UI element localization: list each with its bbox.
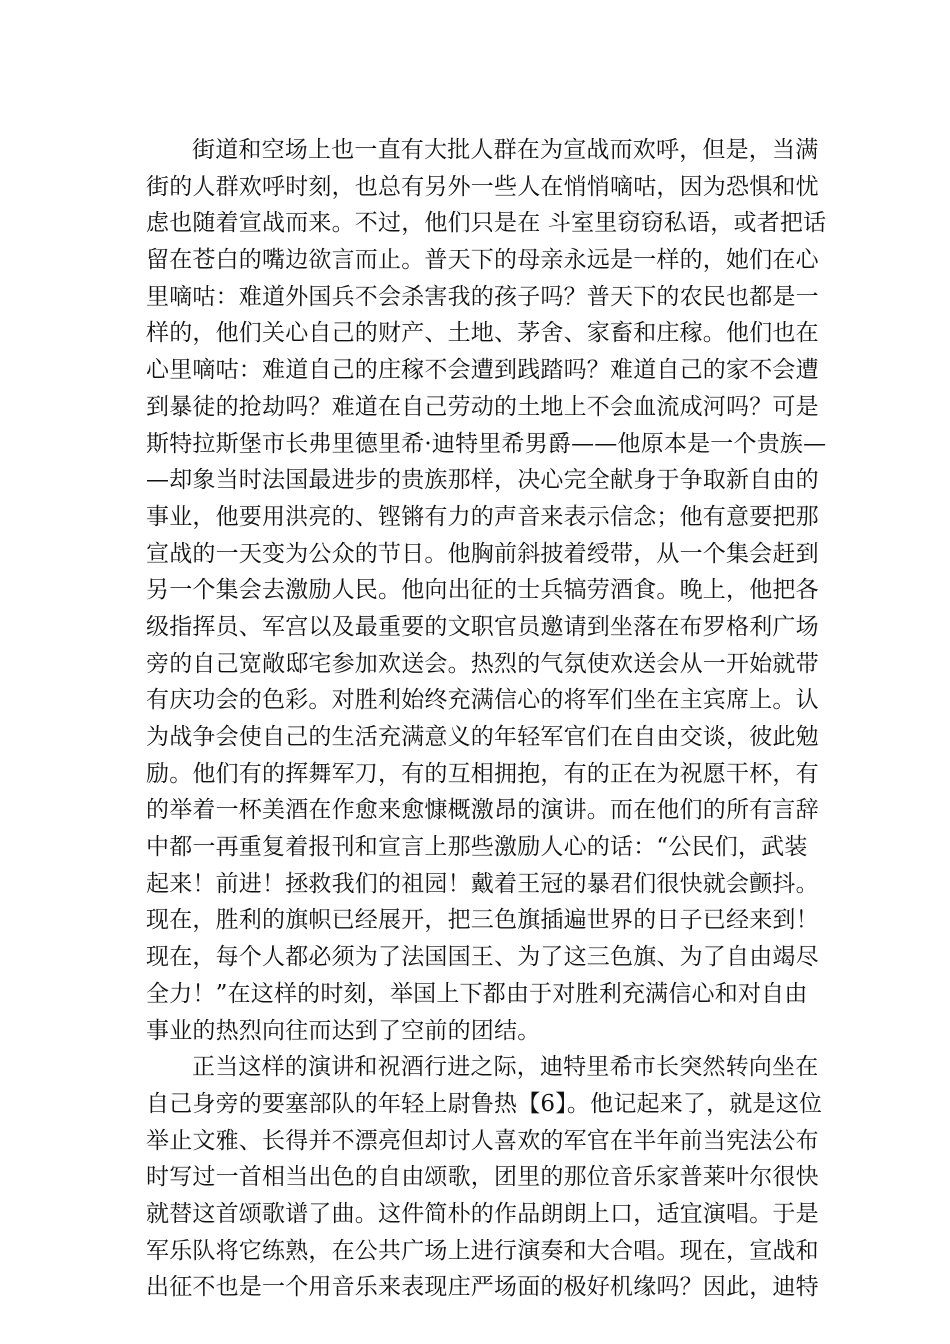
text-line: 现在，胜利的旗帜已经展开，把三色旗插遍世界的日子已经来到！ <box>146 907 819 934</box>
text-line: 虑也随着宣战而来。不过，他们只是在 斗室里窃窃私语，或者把话 <box>146 210 827 237</box>
text-line: 就替这首颂歌谱了曲。这件简朴的作品朗朗上口，适宜演唱。于是 <box>146 1200 819 1227</box>
text-line: 斯特拉斯堡市长弗里德里希·迪特里希男爵——他原本是一个贵族— <box>146 430 827 457</box>
text-line: 起来！前进！拯救我们的祖园！戴着王冠的暴君们很快就会颤抖。 <box>146 870 819 897</box>
text-line: 为战争会使自己的生活充满意义的年轻军官们在自由交谈，彼此勉 <box>146 724 819 750</box>
body-text <box>146 132 827 1306</box>
text-line: 正当这样的演讲和祝酒行进之际，迪特里希市长突然转向坐在 <box>192 1054 819 1081</box>
text-line: 的举着一杯美酒在作愈来愈慷概激昂的演讲。而在他们的所有言辞 <box>146 797 819 824</box>
text-line: 出征不也是一个用音乐来表现庄严场面的极好机缘吗？因此，迪特 <box>146 1274 819 1301</box>
text-line: 中都一再重复着报刊和宣言上那些激励人心的话：“公民们，武装 <box>146 834 808 861</box>
text-line: —却象当时法国最进步的贵族那样，决心完全献身于争取新自由的 <box>146 467 819 494</box>
text-line: 军乐队将它练熟，在公共广场上进行演奏和大合唱。现在，宣战和 <box>146 1237 819 1264</box>
text-line: 事业，他要用洪亮的、铿锵有力的声音来表示信念；他有意要把那 <box>146 503 819 530</box>
text-line: 自己身旁的要塞部队的年轻上尉鲁热【6】。他记起来了，就是这位 <box>146 1090 823 1117</box>
text-line: 另一个集会去激励人民。他向出征的士兵犒劳酒食。晚上，他把各 <box>146 577 819 604</box>
text-line: 旁的自己宽敞邸宅参加欢送会。热烈的气氛使欢送会从一开始就带 <box>146 650 819 677</box>
paragraph-1 <box>146 132 827 1049</box>
text-line: 样的，他们关心自己的财产、土地、茅舍、家畜和庄稼。他们也在 <box>146 320 819 347</box>
text-line: 励。他们有的挥舞军刀，有的互相拥抱，有的正在为祝愿干杯，有 <box>146 760 819 787</box>
text-line: 留在苍白的嘴边欲言而止。普天下的母亲永远是一样的，她们在心 <box>146 247 819 274</box>
text-line: 有庆功会的色彩。对胜利始终充满信心的将军们坐在主宾席上。认 <box>146 687 819 714</box>
paragraph-2 <box>146 1049 823 1306</box>
text-line: 心里嘀咕：难道自己的庄稼不会遭到践踏吗？难道自己的家不会遭 <box>146 357 819 384</box>
text-line: 里嘀咕：难道外国兵不会杀害我的孩子吗？普天下的农民也都是一 <box>146 283 819 310</box>
text-line: 举止文雅、长得并不漂亮但却讨人喜欢的军官在半年前当宪法公布 <box>146 1127 819 1154</box>
text-line: 事业的热烈向往而达到了空前的团结。 <box>146 1017 541 1044</box>
text-line: 街道和空场上也一直有大批人群在为宣战而欢呼，但是，当满 <box>192 137 819 163</box>
text-line: 现在，每个人都必须为了法国国王、为了这三色旗、为了自由竭尽 <box>146 944 819 971</box>
text-line: 时写过一首相当出色的自由颂歌，团里的那位音乐家普莱叶尔很快 <box>146 1164 819 1191</box>
text-line: 级指挥员、军宫以及最重要的文职官员邀请到坐落在布罗格利广场 <box>146 613 819 640</box>
text-line: 到暴徒的抢劫吗？难道在自己劳动的土地上不会血流成河吗？可是 <box>146 393 819 420</box>
text-line: 街的人群欢呼时刻，也总有另外一些人在悄悄嘀咕，因为恐惧和忧 <box>146 173 819 200</box>
text-line: 宣战的一天变为公众的节日。他胸前斜披着绶带，从一个集会赶到 <box>146 540 819 567</box>
text-line: 全力！”在这样的时刻，举国上下都由于对胜利充满信心和对自由 <box>146 980 808 1007</box>
